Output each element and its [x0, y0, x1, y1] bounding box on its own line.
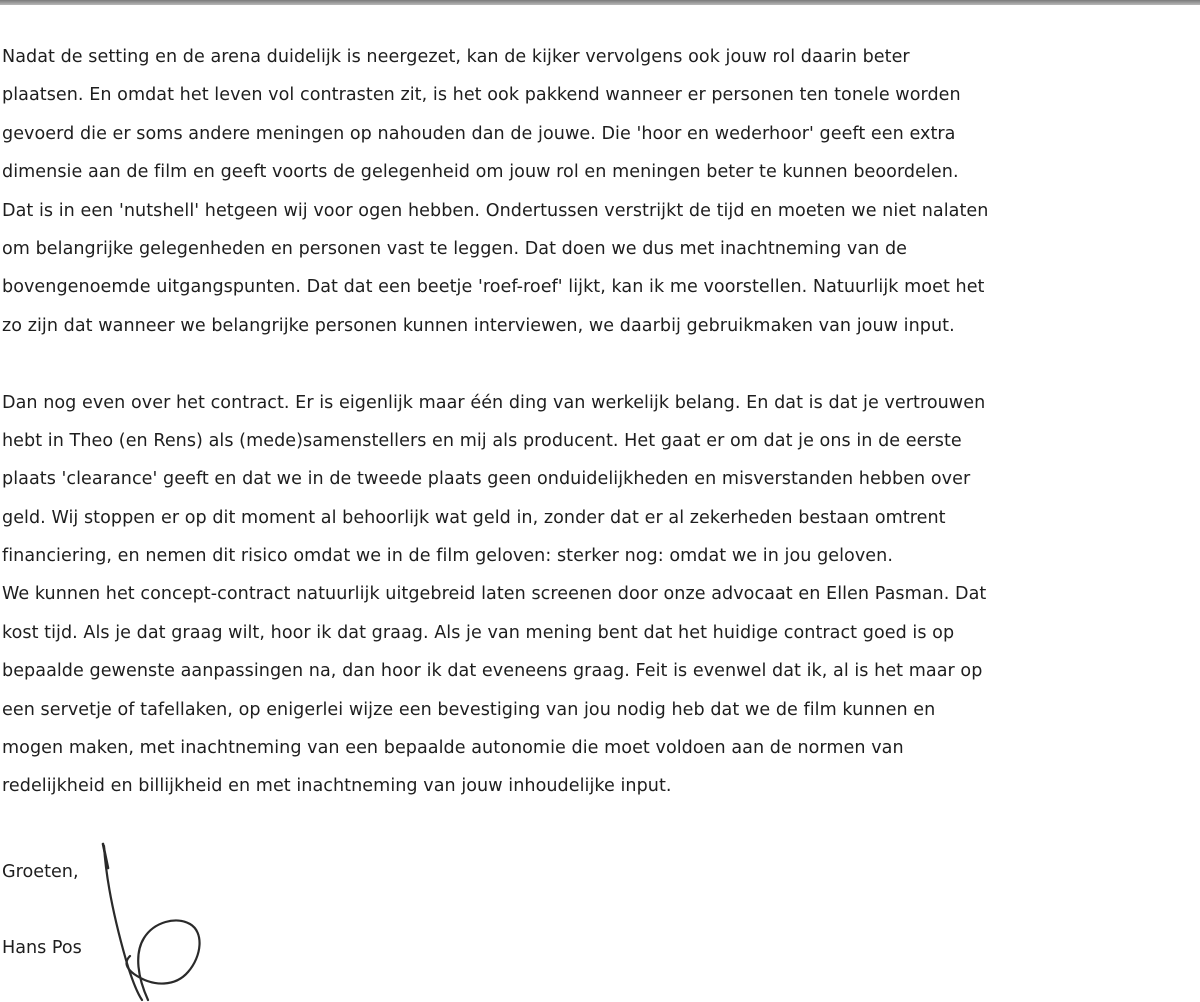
letter-body: [2, 38, 1198, 806]
text-line: plaatsen. En omdat het leven vol contrasten zit, is het ook pakkend wanneer er personen ten tonele worden: [2, 85, 961, 106]
paragraph-spacer: [2, 345, 1198, 383]
text-line: financiering, en nemen dit risico omdat we in de film geloven: sterker nog: omdat we in jou geloven.: [2, 546, 893, 567]
text-line: geld. Wij stoppen er op dit moment al behoorlijk wat geld in, zonder dat er al zekerheden bestaan omtrent: [2, 507, 946, 528]
paragraph-1: [2, 38, 1198, 345]
text-line: kost tijd. Als je dat graag wilt, hoor ik dat graag. Als je van mening bent dat het huidige contract goed is op: [2, 622, 955, 643]
signer-name: Hans Pos: [2, 938, 82, 958]
text-line: dimensie aan de film en geeft voorts de gelegenheid om jouw rol en meningen beter te kunnen beoordelen.: [2, 162, 959, 183]
text-line: gevoerd die er soms andere meningen op nahouden dan de jouwe. Die 'hoor en wederhoor' geeft een extra: [2, 123, 956, 144]
handwritten-signature: [90, 838, 220, 1002]
text-line: een servetje of tafellaken, op enigerlei wijze een bevestiging van jou nodig heb dat we de film kunnen en: [2, 699, 936, 720]
text-line: We kunnen het concept-contract natuurlijk uitgebreid laten screenen door onze advocaat en Ellen Pasman. Dat: [2, 584, 987, 605]
text-line: bepaalde gewenste aanpassingen na, dan hoor ik dat eveneens graag. Feit is evenwel dat ik, al is het maar op: [2, 661, 983, 682]
text-line: Dat is in een 'nutshell' hetgeen wij voor ogen hebben. Ondertussen verstrijkt de tijd en moeten we niet nalaten: [2, 200, 989, 221]
text-line: zo zijn dat wanneer we belangrijke personen kunnen interviewen, we daarbij gebruikmaken van jouw input.: [2, 315, 955, 336]
text-line: Dan nog even over het contract. Er is eigenlijk maar één ding van werkelijk belang. En dat is dat je vertrouwen: [2, 392, 986, 413]
text-line: Nadat de setting en de arena duidelijk is neergezet, kan de kijker vervolgens ook jouw rol daarin beter: [2, 47, 910, 67]
paragraph-2: [2, 384, 1198, 806]
text-line: redelijkheid en billijkheid en met inachtneming van jouw inhoudelijke input.: [2, 776, 672, 797]
text-line: bovengenoemde uitgangspunten. Dat dat een beetje 'roef-roef' lijkt, kan ik me voorstellen. Natuurlijk moet het: [2, 277, 985, 298]
top-border-line: [0, 0, 1200, 5]
text-line: om belangrijke gelegenheden en personen vast te leggen. Dat doen we dus met inachtneming van de: [2, 238, 908, 259]
closing-greeting: Groeten,: [2, 862, 79, 882]
text-line: plaats 'clearance' geeft en dat we in de tweede plaats geen onduidelijkheden en misverstanden hebben over: [2, 469, 971, 490]
text-line: hebt in Theo (en Rens) als (mede)samenstellers en mij als producent. Het gaat er om dat je ons in de eerste: [2, 430, 962, 451]
text-line: mogen maken, met inachtneming van een bepaalde autonomie die moet voldoen aan de normen van: [2, 738, 904, 759]
